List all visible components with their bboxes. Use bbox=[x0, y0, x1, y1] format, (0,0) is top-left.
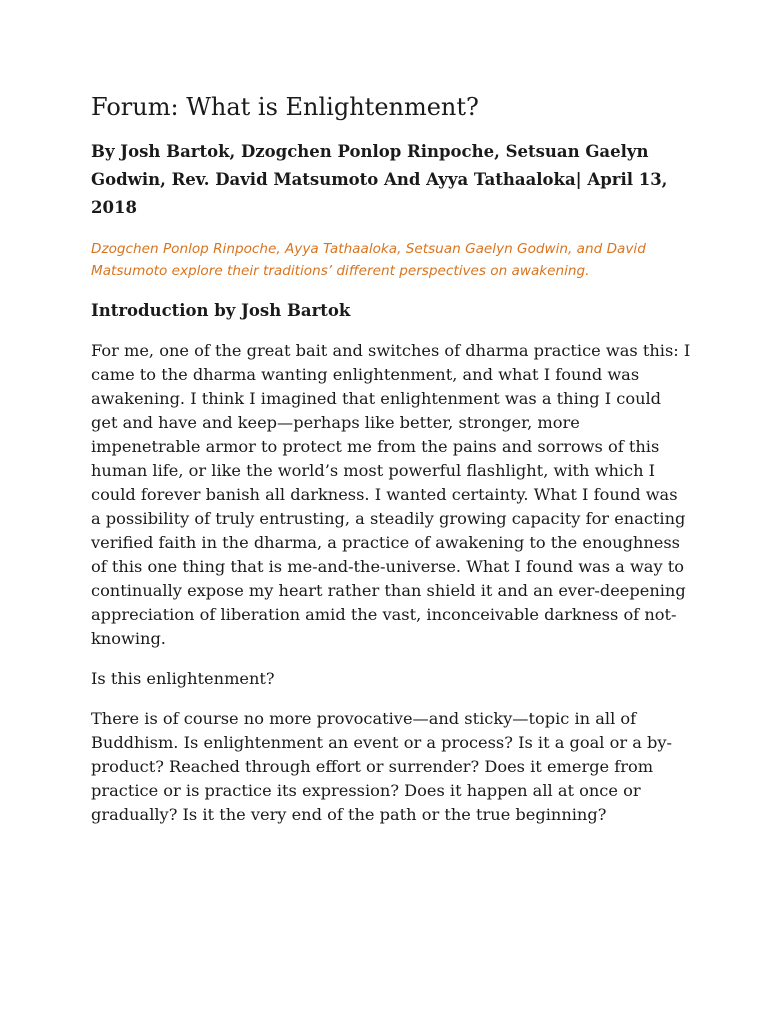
article-title: Forum: What is Enlightenment? bbox=[91, 93, 479, 121]
article-byline: By Josh Bartok, Dzogchen Ponlop Rinpoche, Setsuan Gaelyn Godwin, Rev. David Matsumoto And Ayya Tathaaloka| April 13, 2018 bbox=[91, 142, 668, 217]
intro-heading: Introduction by Josh Bartok bbox=[91, 301, 351, 320]
article-standfirst: Dzogchen Ponlop Rinpoche, Ayya Tathaaloka, Setsuan Gaelyn Godwin, and David Matsumoto explore their traditions’ different perspectives on awakening. bbox=[91, 241, 646, 279]
paragraph-2: Is this enlightenment? bbox=[91, 669, 275, 688]
document-page bbox=[91, 90, 691, 827]
paragraph-1: For me, one of the great bait and switches of dharma practice was this: I came to the dharma wanting enlightenment, and what I found was awakening. I think I imagined that enlightenment was a thing I could get and have and keep—perhaps like better, stronger, more impenetrable armor to protect me from the pains and sorrows of this human life, or like the world’s most powerful flashlight, with which I could forever banish all darkness. I wanted certainty. What I found was a possibility of truly entrusting, a steadily growing capacity for enacting verified faith in the dharma, a practice of awakening to the enoughness of this one thing that is me-and-the-universe. What I found was a way to continually expose my heart rather than shield it and an ever-deepening appreciation of liberation amid the vast, inconceivable darkness of not-knowing. bbox=[91, 341, 691, 648]
paragraph-3: There is of course no more provocative—and sticky—topic in all of Buddhism. Is enlightenment an event or a process? Is it a goal or a by-product? Reached through effort or surrender? Does it emerge from practice or is practice its expression? Does it happen all at once or gradually? Is it the very end of the path or the true beginning? bbox=[91, 709, 673, 824]
